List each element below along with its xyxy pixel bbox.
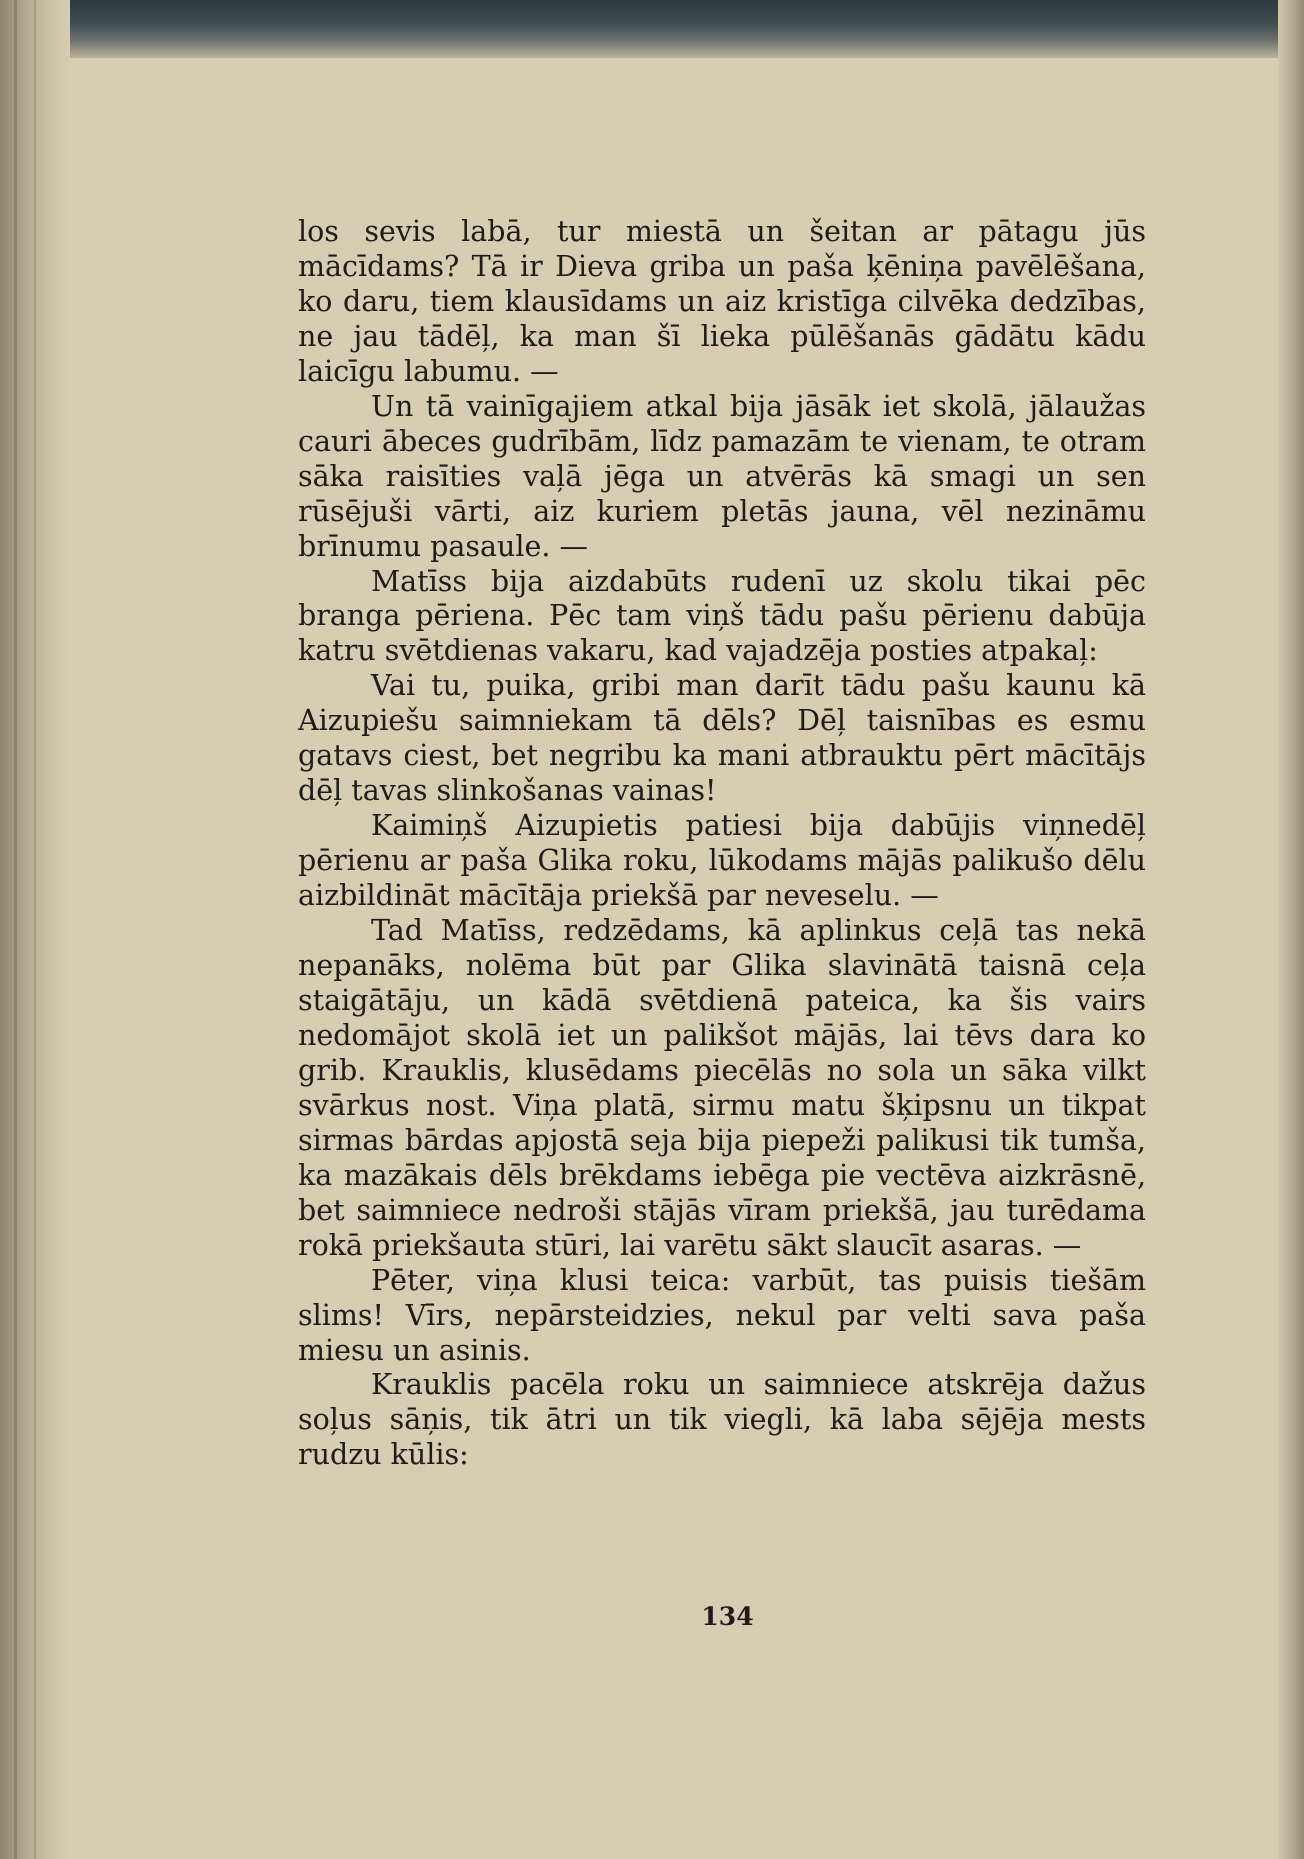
book-gutter <box>0 0 70 1859</box>
body-text <box>298 215 1146 1473</box>
page-number: 134 <box>701 1602 754 1631</box>
paragraph: Vai tu, puika, gribi man darīt tādu pašu kaunu kā Aizupiešu saimniekam tā dēls? Dēļ taisnības es esmu gatavs ciest, bet negribu ka mani atbrauktu pērt mācītājs dēļ tavas slinkošanas vainas! <box>298 669 1146 808</box>
page-top-edge <box>0 0 1304 58</box>
paragraph: Un tā vainīgajiem atkal bija jāsāk iet skolā, jālaužas cauri ābeces gudrībām, līdz pamazām te vienam, te otram sāka raisīties vaļā jēga un atvērās kā smagi un sen rūsējuši vārti, aiz kuriem pletās jauna, vēl nezināmu brīnumu pasaule. — <box>298 389 1146 563</box>
paragraph: los sevis labā, tur miestā un šeitan ar pātagu jūs mācīdams? Tā ir Dieva griba un paša ķēniņa pavēlēšana, ko daru, tiem klausīdams un aiz kristīga cilvēka dedzības, ne jau tādēļ, ka man šī lieka pūlēšanās gādātu kādu laicīgu labumu. — <box>298 215 1146 388</box>
page-right-edge <box>1278 0 1304 1859</box>
paragraph: Kaimiņš Aizupietis patiesi bija dabūjis viņnedēļ pērienu ar paša Glika roku, lūkodams mājās palikušo dēlu aizbildināt mācītāja priekšā par neveselu. — <box>298 809 1146 913</box>
paragraph: Matīss bija aizdabūts rudenī uz skolu tikai pēc branga pēriena. Pēc tam viņš tādu pašu pērienu dabūja katru svētdienas vakaru, kad vajadzēja posties atpakaļ: <box>298 564 1146 668</box>
paragraph: Pēter, viņa klusi teica: varbūt, tas puisis tiešām slims! Vīrs, nepārsteidzies, nekul par velti sava paša miesu un asinis. <box>298 1263 1146 1367</box>
paragraph: Tad Matīss, redzēdams, kā aplinkus ceļā tas nekā nepanāks, nolēma būt par Glika slavinātā taisnā ceļa staigātāju, un kādā svētdienā pateica, ka šis vairs nedomājot skolā iet un palikšot mājās, lai tēvs dara ko grib. Krauklis, klusēdams piecēlās no sola un sāka vilkt svārkus nost. Viņa platā, sirmu matu šķipsnu un tikpat sirmas bārdas apjostā seja bija piepeži palikusi tik tumša, ka mazākais dēls brēkdams iebēga pie vectēva aizkrāsnē, bet saimniece nedroši stājās vīram priekšā, jau turēdama rokā priekšauta stūri, lai varētu sākt slaucīt asaras. — <box>298 914 1146 1262</box>
paragraph: Krauklis pacēla roku un saimniece atskrēja dažus soļus sāņis, tik ātri un tik viegli, kā laba sējēja mests rudzu kūlis: <box>298 1368 1146 1472</box>
